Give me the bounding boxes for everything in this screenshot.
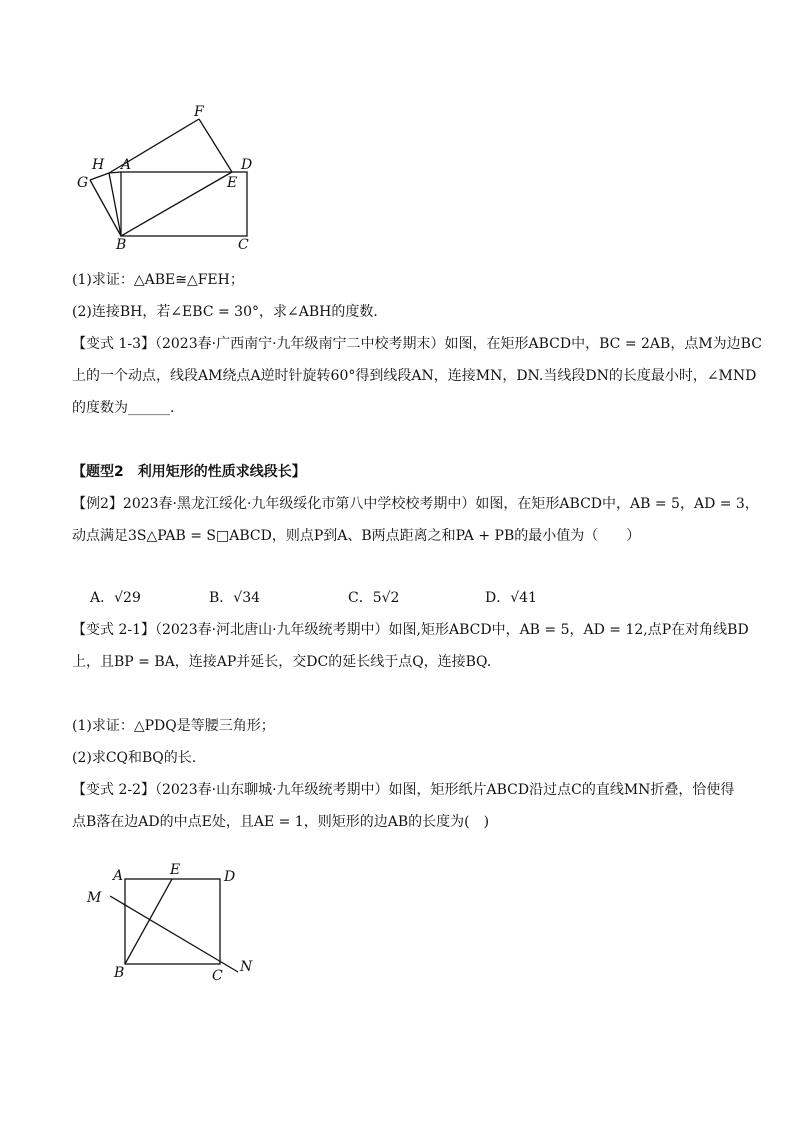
option-b: B．√34 [209, 590, 261, 606]
question-part-2: (2)连接BH，若∠EBC = 30°，求∠ABH的度数． [72, 304, 388, 320]
variant-1-3-line-1: 【变式 1-3】（2023春·广西南宁·九年级南宁二中校考期末）如图，在矩形ABCD中，BC = 2AB，点M为边BC [72, 336, 762, 352]
label-b-2: B [114, 965, 125, 981]
label-b: B [116, 237, 127, 253]
label-a-2: A [113, 868, 124, 884]
label-n-2: N [240, 959, 253, 975]
variant-2-2-line-2: 点B落在边AD的中点E处，且AE = 1，则矩形的边AB的长度为( ) [72, 814, 490, 830]
variant-1-3-line-3: 的度数为______． [72, 400, 184, 416]
option-a: A．√29 [90, 590, 141, 606]
variant-1-3-line-2: 上的一个动点，线段AM绕点A逆时针旋转60°得到线段AN，连接MN，DN.当线段DN的长度最小时，∠MND [72, 368, 757, 384]
label-d-2: D [224, 869, 236, 885]
option-d: D．√41 [485, 590, 537, 606]
example-2-line-1: 【例2】2023春·黑龙江绥化·九年级绥化市第八中学校校考期中）如图，在矩形ABCD中，AB = 5，AD = 3， [72, 496, 759, 512]
label-c-2: C [212, 968, 223, 984]
question-part-1: (1)求证：△ABE≅△FEH； [72, 272, 244, 288]
section-heading: 【题型2 利用矩形的性质求线段长】 [72, 464, 306, 480]
variant-2-1-part-1: (1)求证：△PDQ是等腰三角形； [72, 718, 275, 734]
label-c: C [238, 237, 249, 253]
segment-be-2 [125, 879, 172, 964]
label-g: G [77, 175, 89, 191]
variant-2-2-line-1: 【变式 2-2】（2023春·山东聊城·九年级统考期中）如图，矩形纸片ABCD沿过点C的直线MN折叠，恰使得 [72, 782, 735, 798]
variant-2-1-part-2: (2)求CQ和BQ的长． [72, 750, 206, 766]
example-2-line-2: 动点满足3S△PAB = S□ABCD，则点P到A、B两点距离之和PA + PB的最小值为（ ） [72, 528, 641, 544]
label-h: H [92, 157, 105, 173]
label-a: A [121, 157, 132, 173]
label-e: E [227, 175, 238, 191]
variant-2-1-line-1: 【变式 2-1】（2023春·河北唐山·九年级统考期中）如图,矩形ABCD中，AB = 5，AD = 12,点P在对角线BD [72, 622, 749, 638]
segment-mn [110, 896, 238, 972]
label-d: D [241, 157, 253, 173]
label-m-2: M [87, 890, 102, 906]
variant-2-1-line-2: 上，且BP = BA，连接AP并延长，交DC的延长线于点Q，连接BQ. [72, 654, 492, 670]
label-f: F [194, 104, 204, 120]
label-e-2: E [170, 862, 181, 878]
rect-abcd-2 [125, 879, 220, 964]
option-c: C．5√2 [348, 590, 400, 606]
